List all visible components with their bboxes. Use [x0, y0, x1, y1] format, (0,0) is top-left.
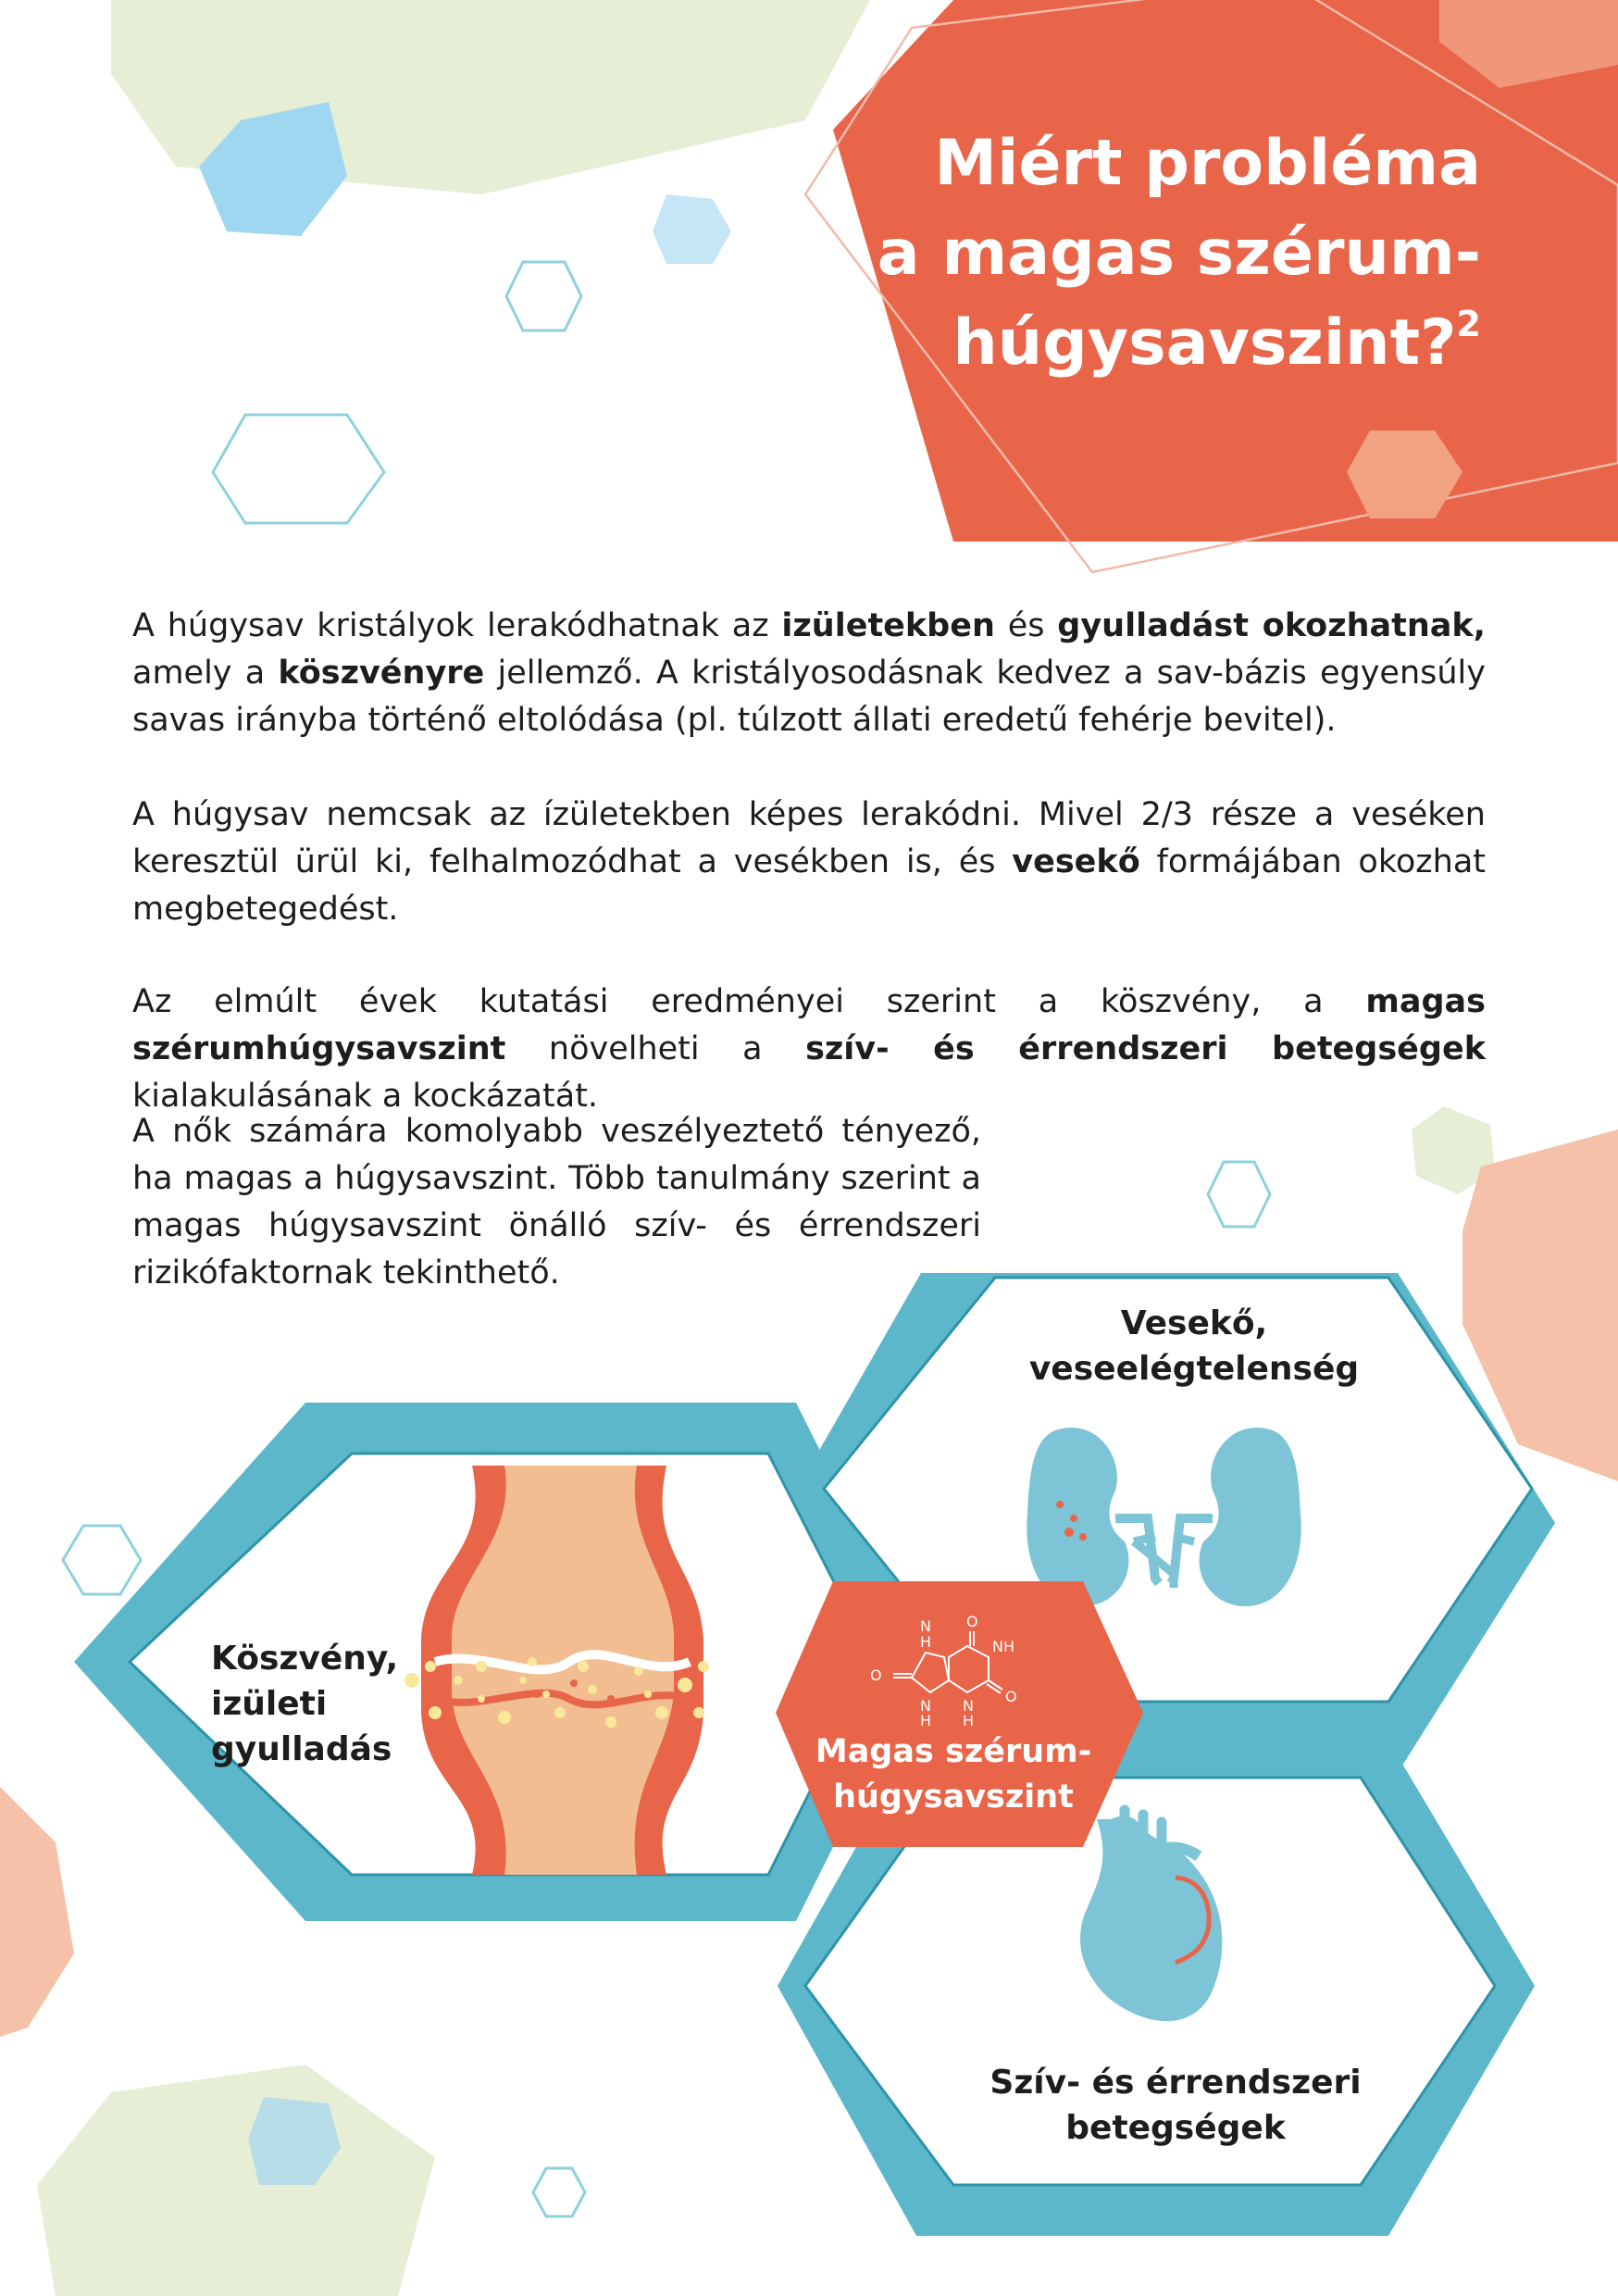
- text-run: amely a: [132, 655, 279, 692]
- molecule-n1: N: [920, 1617, 931, 1635]
- molecule-o-top: O: [966, 1613, 978, 1630]
- text-run: növelheti a: [505, 1030, 806, 1067]
- heart-label-line: betegségek: [1065, 2109, 1286, 2147]
- bg-hexagon-outline: [506, 262, 581, 331]
- title-footnote-ref: 2: [1456, 304, 1481, 344]
- molecule-h1: H: [920, 1633, 932, 1651]
- text-run: kialakulásának a kockázatát.: [132, 1078, 599, 1115]
- gout-label-line: Köszvény,: [211, 1640, 399, 1678]
- molecule-n3: N: [963, 1697, 974, 1715]
- bg-hexagon-blue: [653, 194, 731, 264]
- text-run: jellemző. A kristályosodásnak kedvez a sav-bázis egyensúly savas irányba történő eltolódása (pl. túlzott állati eredetű fehérje bevitel).: [132, 655, 1486, 739]
- paragraph-cardiovascular: [132, 979, 1486, 1120]
- molecule-o-right: O: [1005, 1688, 1017, 1705]
- kidney-label-line: Vesekő,: [1120, 1304, 1268, 1342]
- bg-hexagon-outline: [63, 1526, 141, 1594]
- text-run: Az elmúlt évek kutatási eredményei szerint a köszvény, a: [132, 983, 1366, 1020]
- bg-hexagon-outline: [533, 2168, 585, 2216]
- page-title: [833, 119, 1481, 388]
- title-line-1: Miért probléma: [934, 127, 1481, 200]
- bold-text-run: vesekő: [1012, 843, 1140, 880]
- molecule-n2: N: [920, 1697, 931, 1715]
- gout-label-line: gyulladás: [211, 1730, 392, 1768]
- title-line-2: a magas szérum-: [877, 217, 1481, 290]
- heart-label-line: Szív- és érrendszeri: [989, 2064, 1362, 2102]
- paragraph-women-risk: [132, 1108, 981, 1297]
- bg-hexagon-outline: [213, 415, 384, 523]
- center-label-line: húgysavszint: [833, 1778, 1074, 1816]
- bold-text-run: köszvényre: [278, 655, 485, 692]
- text-run: A nők számára komolyabb veszélyeztető tényező, ha magas a húgysavszint. Több tanulmány szerint a magas húgysavszint önálló szív- és érrendszeri rizikófaktornak tekinthető.: [132, 1113, 981, 1292]
- gout-label: [211, 1636, 398, 1772]
- paragraph-crystals: [132, 603, 1486, 744]
- bold-text-run: gyulladást okozhatnak,: [1057, 607, 1486, 644]
- paragraph-kidneys: [132, 792, 1486, 933]
- bg-hexagon-green: [37, 2065, 435, 2296]
- text-run: formájában okozhat megbetegedést.: [132, 843, 1487, 928]
- molecule-h2: H: [920, 1712, 932, 1729]
- center-label-line: Magas szérum-: [815, 1733, 1092, 1770]
- kidney-label-line: veseelégtelenség: [1028, 1350, 1360, 1388]
- molecule-nh: NH: [992, 1638, 1014, 1655]
- title-line-3-text: húgysavszint?: [952, 306, 1457, 380]
- bg-hexagon-outline: [1208, 1162, 1270, 1227]
- molecule-h3: H: [963, 1712, 975, 1729]
- bold-text-run: izületekben: [781, 607, 995, 644]
- gout-label-line: izületi: [211, 1685, 328, 1723]
- title-line-3: [833, 298, 1481, 388]
- text-run: A húgysav nemcsak az ízületekben képes lerakódni. Mivel 2/3 része a veséken keresztül ürül ki, felhalmozódhat a vesékben is, és: [132, 796, 1486, 880]
- text-run: A húgysav kristályok lerakódhatnak az: [132, 607, 782, 644]
- bold-text-run: szív- és érrendszeri betegségek: [805, 1030, 1486, 1067]
- molecule-o-left: O: [870, 1666, 882, 1684]
- kidney-label: [1000, 1301, 1388, 1391]
- text-run: és: [994, 607, 1058, 644]
- heart-label: [963, 2060, 1388, 2151]
- bold-text-run: magas szérumhúgysavszint: [132, 983, 1486, 1067]
- center-label: [768, 1729, 1139, 1820]
